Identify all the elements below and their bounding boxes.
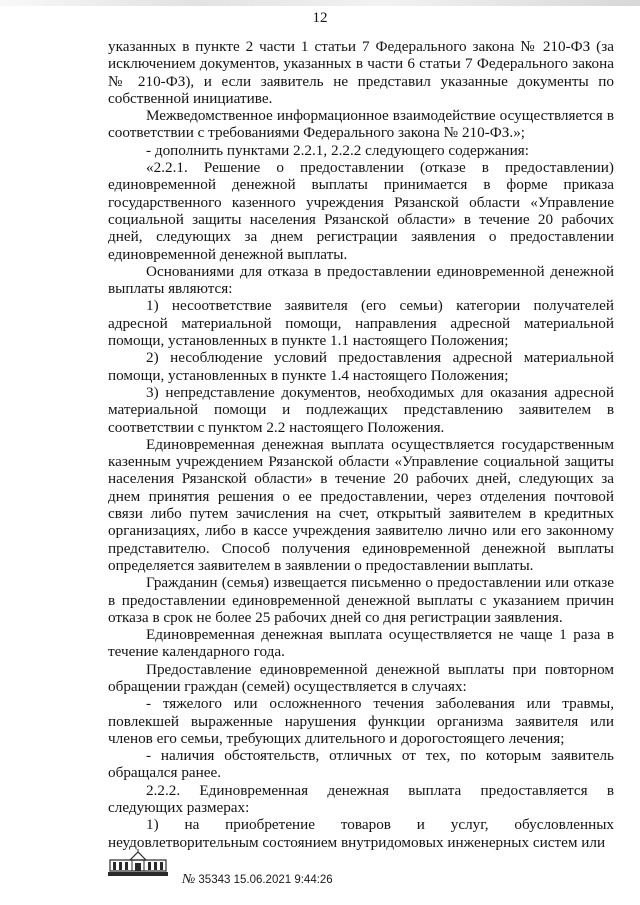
paragraph: 2) несоблюдение условий предоставления адресной материальной помощи, установленных в пункте 1.4 настоящего Положения; <box>108 349 614 384</box>
paragraph: Гражданин (семья) извещается письменно о предоставлении или отказе в предоставлении единовременной денежной выплаты с указанием причин отказа в срок не более 25 рабочих дней со дня регистрации заявления. <box>108 574 614 626</box>
paragraph: - тяжелого или осложненного течения заболевания или травмы, повлекшей выраженные нарушения функции организма заявителя или членов его семьи, требующих длительного и дорогостоящего лечения; <box>108 695 614 747</box>
paragraph: - дополнить пунктами 2.2.1, 2.2.2 следующего содержания: <box>146 141 530 159</box>
registration-stamp <box>182 872 333 888</box>
paragraph: 1) на приобретение товаров и услуг, обусловленных неудовлетворительным состоянием внутридомовых инженерных систем или <box>108 816 614 851</box>
paragraph: 3) непредставление документов, необходимых для оказания адресной материальной помощи и подлежащих представлению заявителем в соответствии с пунктом 2.2 настоящего Положения. <box>108 383 614 436</box>
government-building-logo-icon <box>106 848 170 878</box>
paragraph: - наличия обстоятельств, отличных от тех, по которым заявитель обращался ранее. <box>108 747 614 782</box>
paragraph: «2.2.1. Решение о предоставлении (отказе в предоставлении) единовременной денежной выплаты принимается в форме приказа государственного казенного учреждения Рязанской области «Управление социальной защиты населения Рязанской области» в течение 20 рабочих дней, следующих за днем регистрации заявления о предоставлении единовременной денежной выплаты. <box>108 159 614 263</box>
scan-edge-shadow <box>0 0 640 6</box>
paragraph: 2.2.2. Единовременная денежная выплата предоставляется в следующих размерах: <box>108 781 614 817</box>
paragraph: Единовременная денежная выплата осуществляется государственным казенным учреждением Рязанской области «Управление социальной защиты населения Рязанской области» в течение 20 рабочих дней, следующих за днем принятия решения о ее предоставлении, через отделения почтовой связи либо путем зачисления на счет, открытый заявителем в кредитных организациях, либо в кассе учреждения заявителю лично или его законному представителю. Способ получения единовременной денежной выплаты определяется заявителем в заявлении о предоставлении выплаты. <box>108 435 614 574</box>
paragraph: Межведомственное информационное взаимодействие осуществляется в соответствии с требованиями Федерального закона № 210-ФЗ.»; <box>108 107 614 142</box>
document-body <box>108 38 614 851</box>
page-number: 12 <box>312 10 328 26</box>
paragraph: Предоставление единовременной денежной выплаты при повторном обращении граждан (семей) осуществляется в случаях: <box>108 660 614 695</box>
registration-stamp-text: 35343 15.06.2021 9:44:26 <box>198 874 333 886</box>
paragraph: указанных в пункте 2 части 1 статьи 7 Федерального закона № 210-ФЗ (за исключением документов, указанных в части 6 статьи 7 Федерального закона № 210-ФЗ), и если заявитель не представил указанные документы по собственной инициативе. <box>108 38 614 107</box>
paragraph: Единовременная денежная выплата осуществляется не чаще 1 раза в течение календарного года. <box>108 626 614 661</box>
page-footer <box>106 848 406 888</box>
paragraph: 1) несоответствие заявителя (его семьи) категории получателей адресной материальной помощи, направления адресной материальной помощи, установленных в пункте 1.1 настоящего Положения; <box>108 297 614 350</box>
number-sign: № <box>182 872 196 887</box>
paragraph: Основаниями для отказа в предоставлении единовременной денежной выплаты являются: <box>108 262 614 298</box>
